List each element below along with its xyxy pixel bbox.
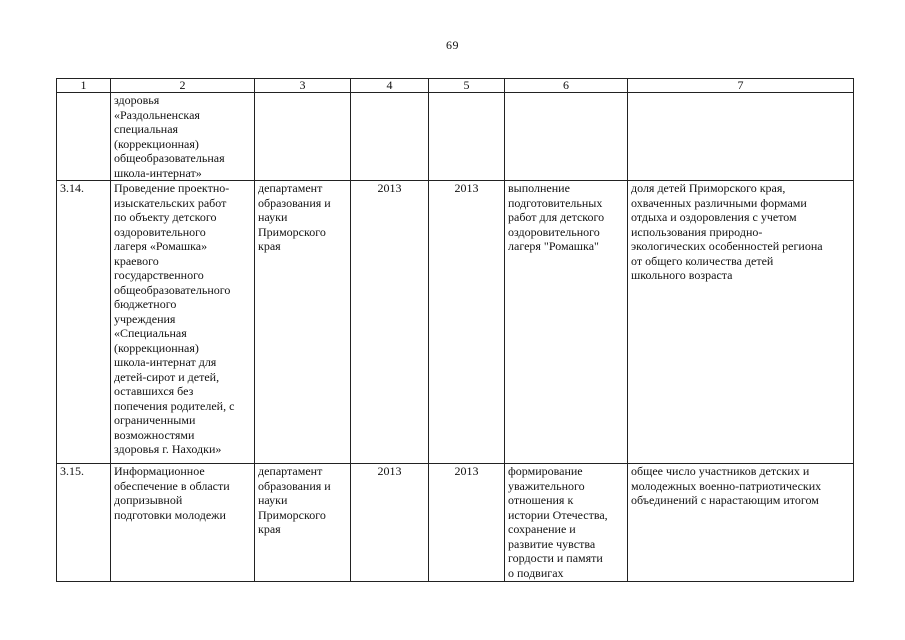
start-year-cell: 2013 — [351, 181, 429, 464]
end-year-cell: 2013 — [429, 464, 505, 582]
row-number: 3.14. — [57, 181, 111, 464]
row-number — [57, 93, 111, 181]
header-col-1: 1 — [57, 79, 111, 93]
header-row — [57, 79, 854, 93]
table-row-continuation — [57, 93, 854, 181]
header-col-2: 2 — [111, 79, 255, 93]
activity-cell: Проведение проектно- изыскательских работ по объекту детского оздоровительного лагеря «Ромашка» краевого государственного общеобразовательного бюджетного учреждения «Специальная (коррекционная) школа-интернат для детей-сирот и детей, оставшихся без попечения родителей, с ограниченными возможностями здоровья г. Находки» — [111, 181, 255, 464]
start-year-cell: 2013 — [351, 464, 429, 582]
header-col-3: 3 — [255, 79, 351, 93]
table-row-3-15 — [57, 464, 854, 582]
end-year-cell: 2013 — [429, 181, 505, 464]
indicator-cell: доля детей Приморского края, охваченных различными формами отдыха и оздоровления с учетом использования природно- экологических особенностей региона от общего количества детей школьного возраста — [628, 181, 854, 464]
end-year-cell — [429, 93, 505, 181]
header-col-5: 5 — [429, 79, 505, 93]
indicator-cell — [628, 93, 854, 181]
header-col-6: 6 — [505, 79, 628, 93]
page-number: 69 — [446, 38, 459, 52]
executor-cell: департамент образования и науки Приморского края — [255, 464, 351, 582]
table-row-3-14 — [57, 181, 854, 464]
executor-cell — [255, 93, 351, 181]
activity-cell: Информационное обеспечение в области допризывной подготовки молодежи — [111, 464, 255, 582]
measures-table — [56, 78, 854, 582]
header-col-4: 4 — [351, 79, 429, 93]
result-cell: выполнение подготовительных работ для детского оздоровительного лагеря "Ромашка" — [505, 181, 628, 464]
row-number: 3.15. — [57, 464, 111, 582]
result-cell — [505, 93, 628, 181]
activity-cell: здоровья «Раздольненская специальная (коррекционная) общеобразовательная школа-интернат» — [111, 93, 255, 181]
header-col-7: 7 — [628, 79, 854, 93]
start-year-cell — [351, 93, 429, 181]
indicator-cell: общее число участников детских и молодежных военно-патриотических объединений с нарастающим итогом — [628, 464, 854, 582]
result-cell: формирование уважительного отношения к истории Отечества, сохранение и развитие чувства гордости и памяти о подвигах — [505, 464, 628, 582]
executor-cell: департамент образования и науки Приморского края — [255, 181, 351, 464]
